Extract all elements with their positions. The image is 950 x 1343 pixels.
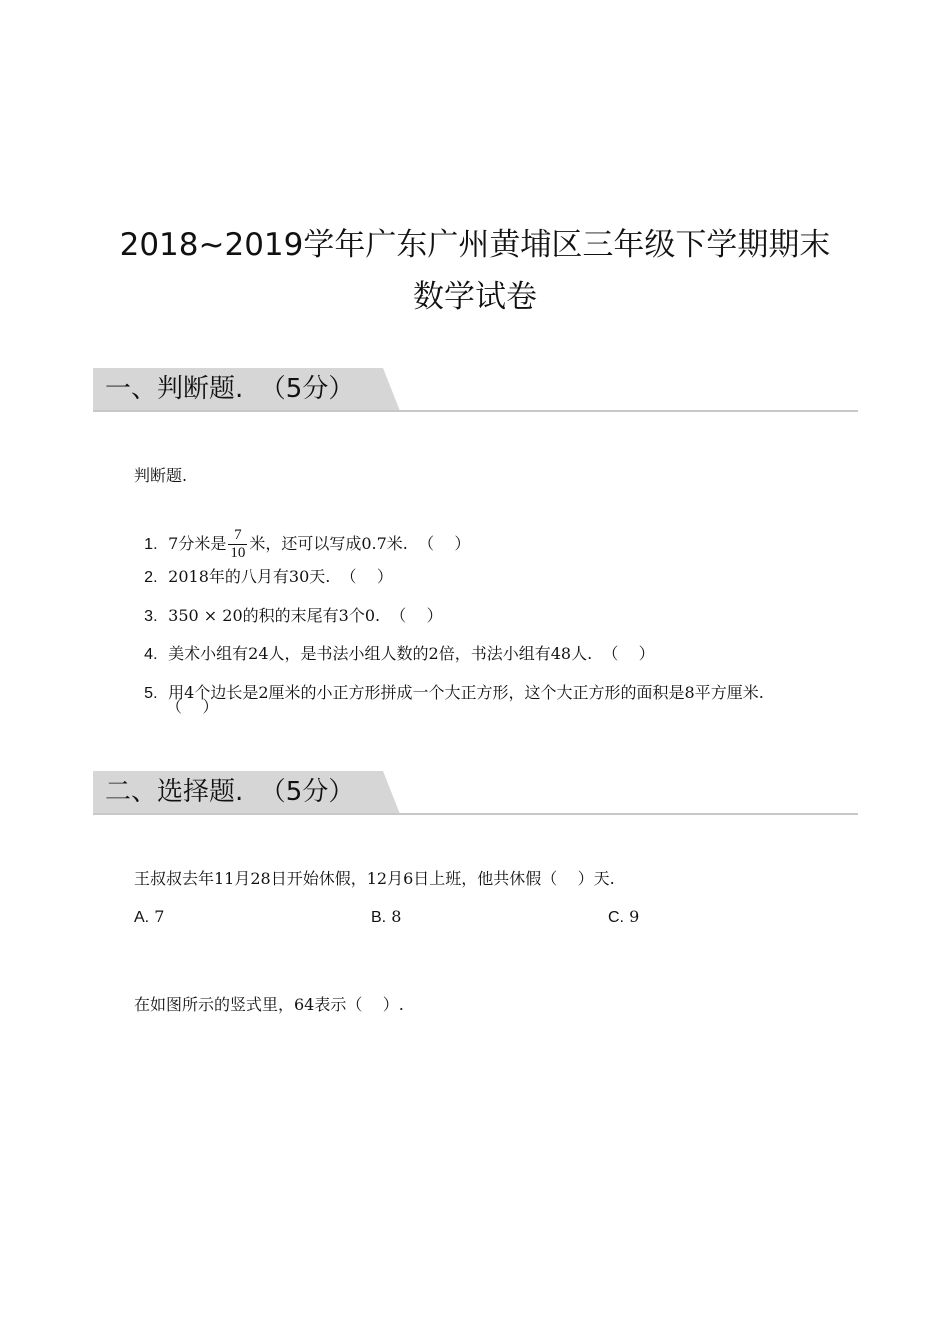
option-value: 9 [629, 907, 640, 926]
question-text: 美术小组有24人，是书法小组人数的2倍，书法小组有48人. （ ） [168, 644, 655, 663]
section-title: 一、判断题. （5分） [105, 374, 355, 404]
question-number: 5. [144, 685, 158, 702]
question-text-pre: 7分米是 [168, 534, 227, 553]
option-value: 7 [154, 907, 165, 926]
option-b [371, 905, 401, 930]
option-letter: A. [134, 909, 150, 926]
option-letter: C. [608, 909, 624, 926]
option-c [608, 905, 639, 930]
question-text: 2018年的八月有30天. （ ） [168, 567, 393, 586]
question-number: 2. [144, 569, 158, 586]
section-heading-multiple-choice [93, 771, 858, 817]
document-title-line-2: 数学试卷 [413, 279, 537, 315]
option-value: 8 [391, 907, 402, 926]
fraction-numerator: 7 [228, 527, 247, 545]
document-title-line-1: 2018~2019学年广东广州黄埔区三年级下学期期末 [119, 227, 831, 263]
question-5-answer-blank: （ ） [166, 697, 219, 716]
question-text: 350 × 20的积的末尾有3个0. （ ） [168, 606, 443, 625]
question-text: 用4个边长是2厘米的小正方形拼成一个大正方形，这个大正方形的面积是8平方厘米. [168, 683, 764, 702]
option-letter: B. [371, 909, 387, 926]
option-a [134, 905, 164, 930]
question-text-post: 米，还可以写成0.7米. （ ） [249, 534, 471, 553]
section-heading-true-false [93, 368, 858, 414]
question-number: 4. [144, 646, 158, 663]
section-intro: 判断题. [134, 466, 188, 485]
section-title: 二、选择题. （5分） [105, 777, 355, 807]
question-number: 1. [144, 536, 158, 553]
choice-question-2: 在如图所示的竖式里，64表示（ ）. [134, 995, 404, 1014]
question-number: 3. [144, 608, 158, 625]
fraction-denominator: 10 [230, 545, 246, 561]
choice-question-1: 王叔叔去年11月28日开始休假，12月6日上班，他共休假（ ）天. [134, 869, 615, 888]
question-5 [134, 657, 764, 706]
